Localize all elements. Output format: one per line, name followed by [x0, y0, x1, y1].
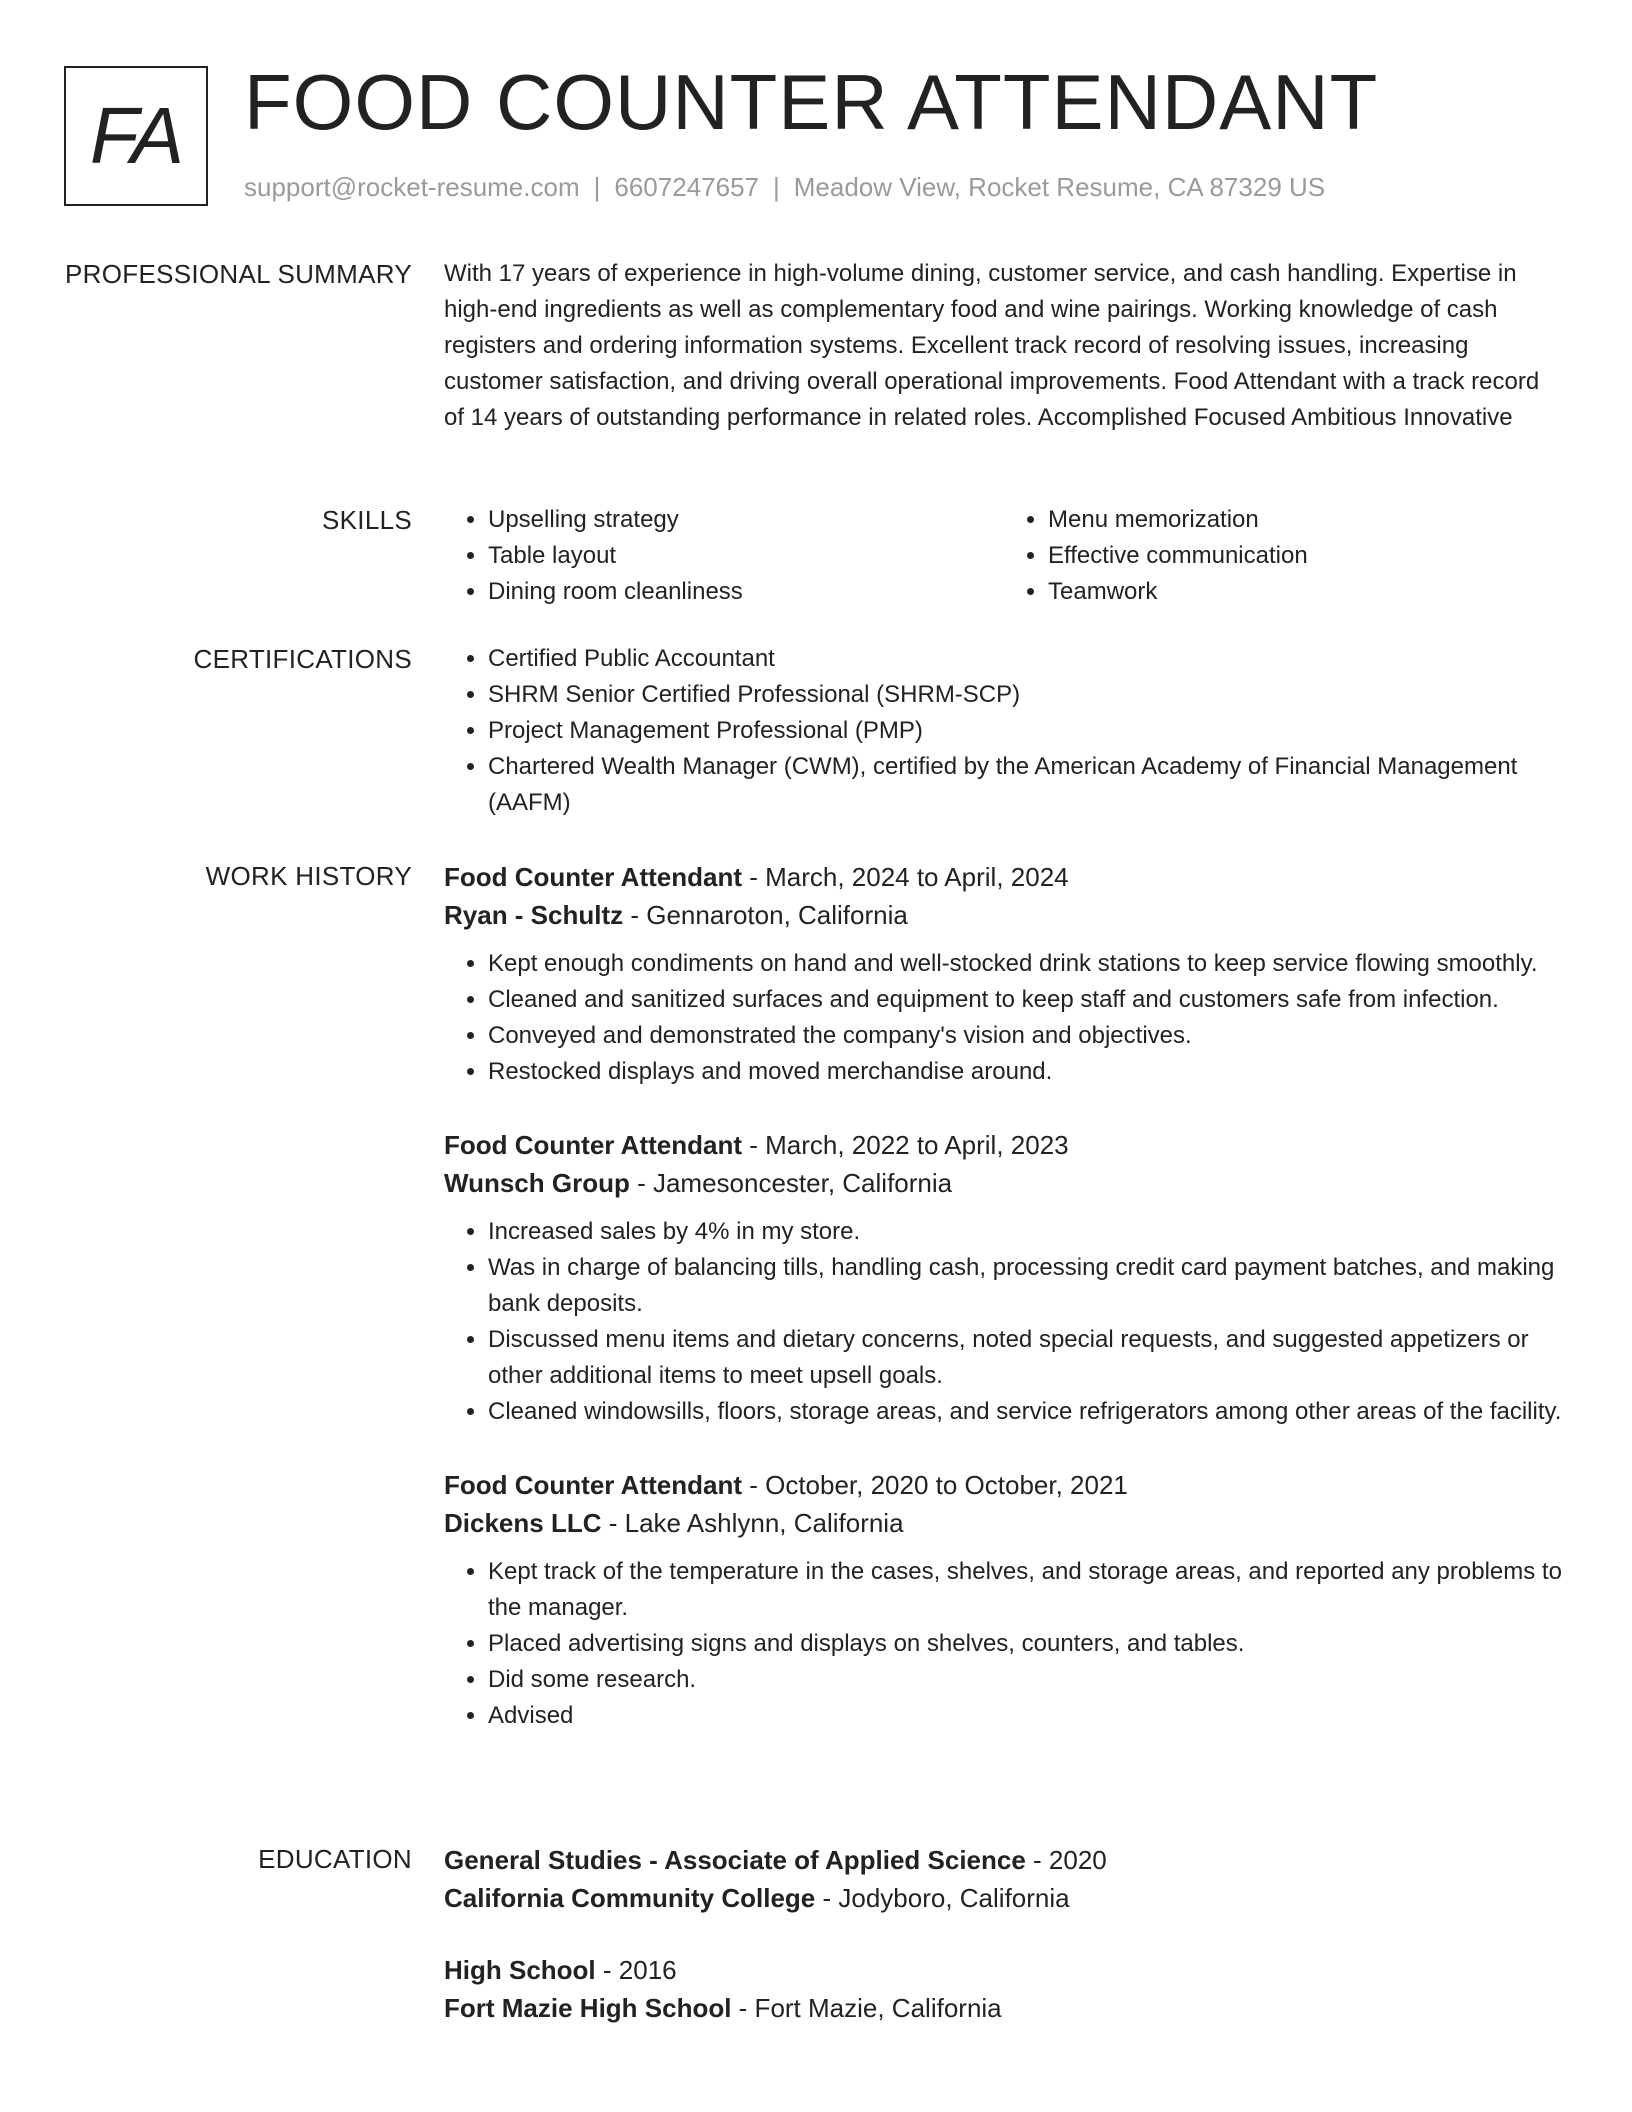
section-label-education: EDUCATION [258, 1844, 412, 1874]
section-label-skills: SKILLS [322, 505, 412, 535]
job-company: Dickens LLC [444, 1508, 602, 1538]
contact-address: Meadow View, Rocket Resume, CA 87329 US [793, 172, 1326, 202]
certification-item: • Certified Public Accountant [488, 641, 1564, 677]
job-bullet: • Placed advertising signs and displays on shelves, counters, and tables. [488, 1626, 1564, 1662]
contact-phone: 6607247657 [614, 172, 759, 202]
education-year: - 2020 [1025, 1845, 1107, 1875]
education-location: - Fort Mazie, California [731, 1993, 1002, 2023]
skills-list-right [1004, 502, 1564, 610]
certifications-list [444, 641, 1564, 821]
education-school-line [444, 1989, 1564, 2027]
job-bullet: • Advised [488, 1698, 1564, 1734]
job-bullets [444, 946, 1564, 1090]
skill-item: • Effective communication [1048, 538, 1564, 574]
contact-line [244, 172, 1325, 203]
skills-list-left [444, 502, 1004, 610]
education-school: Fort Mazie High School [444, 1993, 732, 2023]
skill-item: • Menu memorization [1048, 502, 1564, 538]
job-dates: - October, 2020 to October, 2021 [741, 1470, 1128, 1500]
job-company-line [444, 1164, 1564, 1202]
education-school-line [444, 1879, 1564, 1917]
job-dates: - March, 2024 to April, 2024 [741, 862, 1069, 892]
summary-text: With 17 years of experience in high-volume dining, customer service, and cash handling. Expertise in high-end ingredients as well as complementary food and wine pairings. Working knowledge of cash registers and ordering information systems. Excellent track record of resolving issues, increasing customer satisfaction, and driving overall operational improvements. Food Attendant with a track record of 14 years of outstanding performance in related roles. Accomplished Focused Ambitious Innovative [444, 260, 1540, 431]
job-company: Wunsch Group [444, 1168, 630, 1198]
education-entry [444, 1951, 1564, 2027]
job-location: - Jamesoncester, California [629, 1168, 953, 1198]
section-label-certifications: CERTIFICATIONS [193, 644, 412, 674]
job-company-line [444, 896, 1564, 934]
job-dates: - March, 2022 to April, 2023 [741, 1130, 1069, 1160]
job-bullet: • Increased sales by 4% in my store. [488, 1214, 1564, 1250]
monogram-box [64, 66, 208, 206]
education-degree: General Studies - Associate of Applied Science [444, 1845, 1026, 1875]
job-title: Food Counter Attendant [444, 1470, 742, 1500]
section-label-summary: PROFESSIONAL SUMMARY [65, 259, 412, 289]
contact-email: support@rocket-resume.com [244, 172, 580, 202]
job-bullet: • Discussed menu items and dietary concerns, noted special requests, and suggested appetizers or other additional items to meet upsell goals. [488, 1322, 1564, 1394]
skill-item: • Teamwork [1048, 574, 1564, 610]
education-school: California Community College [444, 1883, 816, 1913]
job-title-line [444, 1126, 1564, 1164]
job-entry [444, 858, 1564, 1090]
certification-item: • Project Management Professional (PMP) [488, 713, 1564, 749]
contact-separator: | [773, 172, 780, 202]
job-bullets [444, 1554, 1564, 1734]
certification-item: • SHRM Senior Certified Professional (SHRM-SCP) [488, 677, 1564, 713]
job-title-line [444, 1466, 1564, 1504]
job-bullet: • Kept enough condiments on hand and well-stocked drink stations to keep service flowing smoothly. [488, 946, 1564, 982]
job-company-line [444, 1504, 1564, 1542]
job-bullet: • Cleaned windowsills, floors, storage areas, and service refrigerators among other areas of the facility. [488, 1394, 1564, 1430]
job-bullet: • Did some research. [488, 1662, 1564, 1698]
job-bullet: • Restocked displays and moved merchandise around. [488, 1054, 1564, 1090]
job-entry [444, 1126, 1564, 1430]
job-company: Ryan - Schultz [444, 900, 624, 930]
education-entry [444, 1841, 1564, 1917]
resume-name: FOOD COUNTER ATTENDANT [244, 58, 1379, 146]
job-title: Food Counter Attendant [444, 1130, 742, 1160]
job-bullet: • Cleaned and sanitized surfaces and equipment to keep staff and customers safe from infection. [488, 982, 1564, 1018]
monogram-initials: FA [89, 91, 183, 180]
job-bullets [444, 1214, 1564, 1430]
skill-item: • Table layout [488, 538, 1004, 574]
job-title: Food Counter Attendant [444, 862, 742, 892]
job-location: - Lake Ashlynn, California [601, 1508, 904, 1538]
job-bullet: • Kept track of the temperature in the cases, shelves, and storage areas, and reported any problems to the manager. [488, 1554, 1564, 1626]
job-entry [444, 1466, 1564, 1734]
skill-item: • Dining room cleanliness [488, 574, 1004, 610]
education-degree-line [444, 1841, 1564, 1879]
section-label-work-history: WORK HISTORY [205, 861, 412, 891]
job-location: - Gennaroton, California [623, 900, 908, 930]
education-location: - Jodyboro, California [815, 1883, 1070, 1913]
certification-item: • Chartered Wealth Manager (CWM), certified by the American Academy of Financial Management (AAFM) [488, 749, 1564, 821]
skill-item: • Upselling strategy [488, 502, 1004, 538]
education-degree-line [444, 1951, 1564, 1989]
job-bullet: • Was in charge of balancing tills, handling cash, processing credit card payment batches, and making bank deposits. [488, 1250, 1564, 1322]
job-title-line [444, 858, 1564, 896]
contact-separator: | [593, 172, 601, 202]
job-bullet: • Conveyed and demonstrated the company's vision and objectives. [488, 1018, 1564, 1054]
education-year: - 2016 [595, 1955, 677, 1985]
education-degree: High School [444, 1955, 596, 1985]
